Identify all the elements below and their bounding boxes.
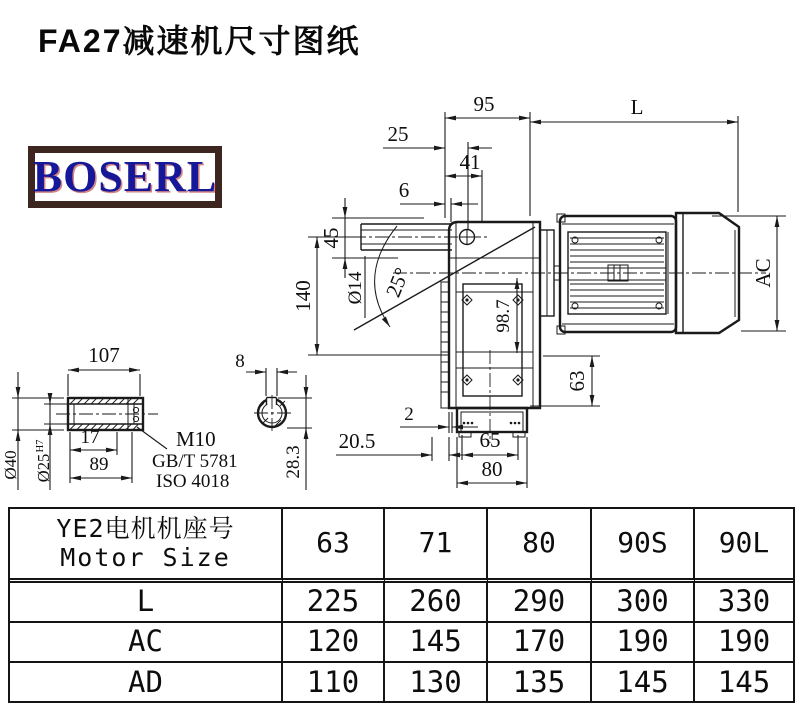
dim-65: 65 [479, 428, 501, 452]
cell-L-63: 225 [283, 583, 385, 623]
dim-8: 8 [235, 351, 245, 372]
cell-L-71: 260 [385, 583, 488, 623]
row-label-L: L [10, 583, 283, 623]
motor [540, 214, 676, 334]
cell-AC-71: 145 [385, 623, 488, 663]
col-header-90S: 90S [592, 509, 695, 583]
dim-89: 89 [89, 454, 109, 475]
dim-20-5: 20.5 [338, 429, 376, 453]
dim-107: 107 [88, 343, 120, 367]
dim-angle25: 25° [380, 264, 415, 301]
cell-AD-90S: 145 [592, 663, 695, 703]
note-m10: M10 [176, 427, 216, 451]
col-header-63: 63 [283, 509, 385, 583]
cell-L-90S: 300 [592, 583, 695, 623]
dim-dia14: Ø14 [345, 271, 366, 305]
cell-L-80: 290 [488, 583, 592, 623]
dim-41: 41 [459, 150, 481, 174]
cell-AD-71: 130 [385, 663, 488, 703]
keyway-section-view [235, 351, 312, 490]
col-header-90L: 90L [695, 509, 793, 583]
dim-63: 63 [565, 370, 589, 392]
motor-size-table [8, 507, 795, 703]
cell-AC-90L: 190 [695, 623, 793, 663]
cell-AC-63: 120 [283, 623, 385, 663]
cell-AD-80: 135 [488, 663, 592, 703]
col-header-80: 80 [488, 509, 592, 583]
dim-98-7: 98.7 [493, 299, 514, 333]
dim-25: 25 [387, 122, 409, 146]
dim-140: 140 [291, 280, 315, 312]
row-label-AD: AD [10, 663, 283, 703]
dim-dia25: Ø25 [34, 453, 53, 483]
boserl-logo-text: BOSERL [32, 152, 218, 201]
dim-80: 80 [481, 457, 503, 481]
dim-dia25-sup: H7 [35, 439, 46, 453]
note-iso-4018: ISO 4018 [156, 471, 230, 492]
motor-size-header-cn: YE2电机机座号 [56, 513, 235, 543]
cell-AD-63: 110 [283, 663, 385, 703]
dim-dia40: Ø40 [1, 450, 20, 480]
cell-AC-90S: 190 [592, 623, 695, 663]
motor-size-header [10, 509, 283, 583]
dim-6: 6 [398, 178, 410, 202]
dim-45: 45 [319, 227, 343, 249]
dim-95: 95 [473, 92, 495, 116]
dim-L: L [630, 95, 644, 119]
col-header-71: 71 [385, 509, 488, 583]
gearbox-housing [441, 222, 540, 408]
cell-L-90L: 330 [695, 583, 793, 623]
cell-AC-80: 170 [488, 623, 592, 663]
dim-2: 2 [404, 404, 414, 425]
cell-AD-90L: 145 [717, 665, 771, 700]
row-label-AC: AC [10, 623, 283, 663]
dim-28-3: 28.3 [283, 445, 304, 479]
dim-17: 17 [80, 427, 100, 448]
main-view [291, 92, 786, 488]
page-title: FA27减速机尺寸图纸 [38, 23, 361, 59]
shaft-side-view [1, 343, 238, 492]
dim-AC: AC [751, 258, 775, 288]
fan-cowl [676, 213, 739, 333]
note-gbt-5781: GB/T 5781 [152, 451, 238, 472]
motor-size-header-en: Motor Size [60, 542, 231, 572]
